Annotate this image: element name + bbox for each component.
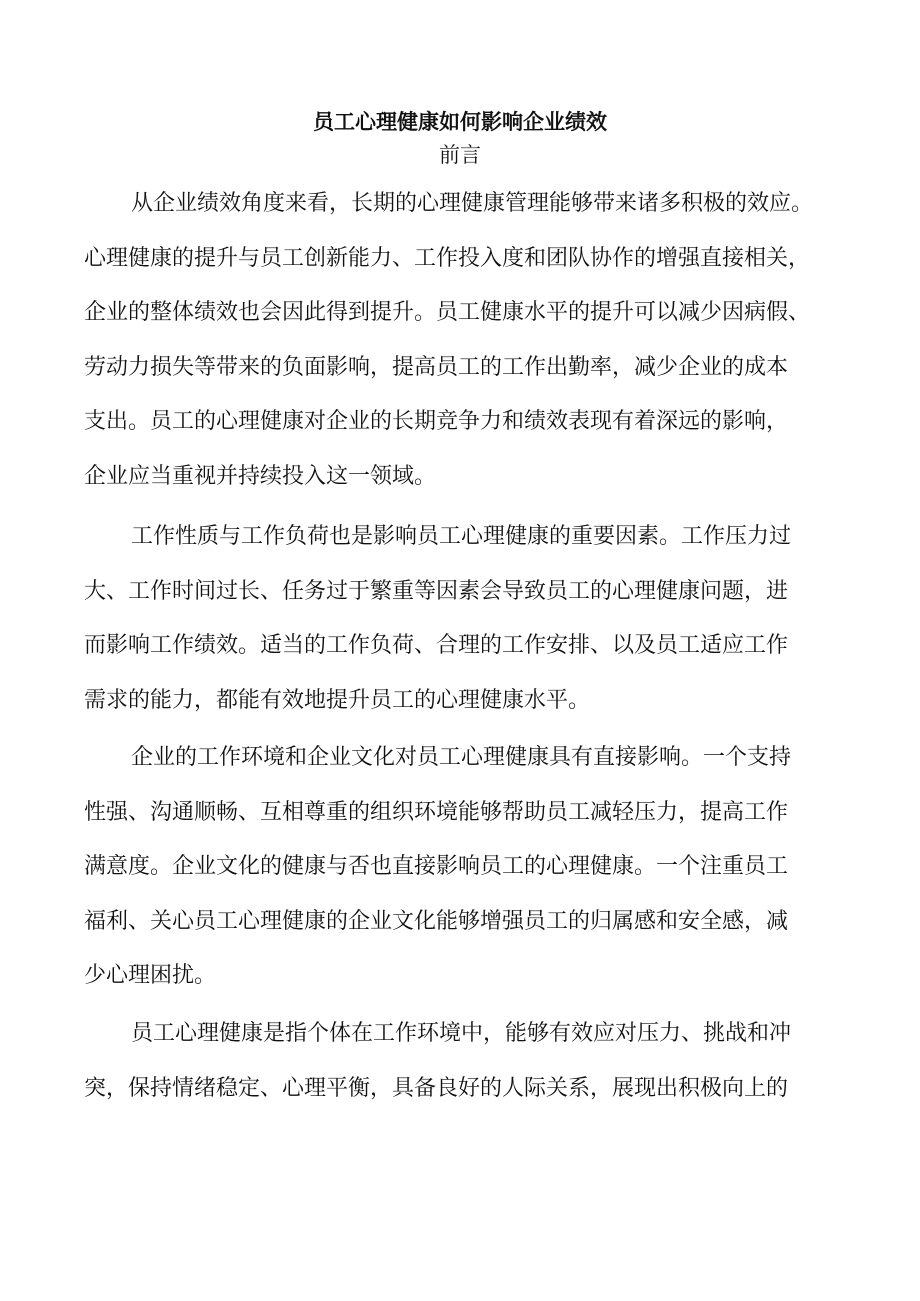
document-title: 员工心理健康如何影响企业绩效 [313,109,607,134]
paragraph-line: 少心理困扰。 [84,963,217,988]
paragraph-line: 企业的工作环境和企业文化对员工心理健康具有直接影响。一个支持 [131,745,792,770]
paragraph-line: 员工心理健康是指个体在工作环境中，能够有效应对压力、挑战和冲 [131,1021,792,1046]
paragraph-2 [84,510,840,728]
paragraph-line: 需求的能力，都能有效地提升员工的心理健康水平。 [84,687,591,713]
paragraph-line: 支出。员工的心理健康对企业的长期竞争力和绩效表现有着深远的影响， [84,409,789,434]
paragraph-line: 大、工作时间过长、任务过于繁重等因素会导致员工的心理健康问题，进 [84,578,789,604]
paragraph-line: 劳动力损失等带来的负面影响，提高员工的工作出勤率，减少企业的成本 [84,354,789,380]
paragraph-line: 突，保持情绪稳定、心理平衡，具备良好的人际关系，展现出积极向上的 [84,1075,789,1101]
paragraph-line: 心理健康的提升与员工创新能力、工作投入度和团队协作的增强直接相关， [84,245,811,271]
paragraph-4 [84,1007,840,1116]
paragraph-line: 从企业绩效角度来看，长期的心理健康管理能够带来诸多积极的效应。 [131,191,814,216]
paragraph-line: 性强、沟通顺畅、互相尊重的组织环境能够帮助员工减轻压力，提高工作 [84,799,789,825]
paragraph-1 [84,177,840,504]
paragraph-line: 福利、关心员工心理健康的企业文化能够增强员工的归属感和安全感，减 [84,908,789,934]
paragraph-line: 满意度。企业文化的健康与否也直接影响员工的心理健康。一个注重员工 [84,854,789,879]
paragraph-line: 企业应当重视并持续投入这一领域。 [84,463,437,489]
paragraph-3 [84,731,840,1004]
paragraph-line: 工作性质与工作负荷也是影响员工心理健康的重要因素。工作压力过 [131,524,792,549]
document-subtitle: 前言 [439,143,481,167]
paragraph-line: 企业的整体绩效也会因此得到提升。员工健康水平的提升可以减少因病假、 [84,300,811,325]
paragraph-line: 而影响工作绩效。适当的工作负荷、合理的工作安排、以及员工适应工作 [84,633,789,658]
